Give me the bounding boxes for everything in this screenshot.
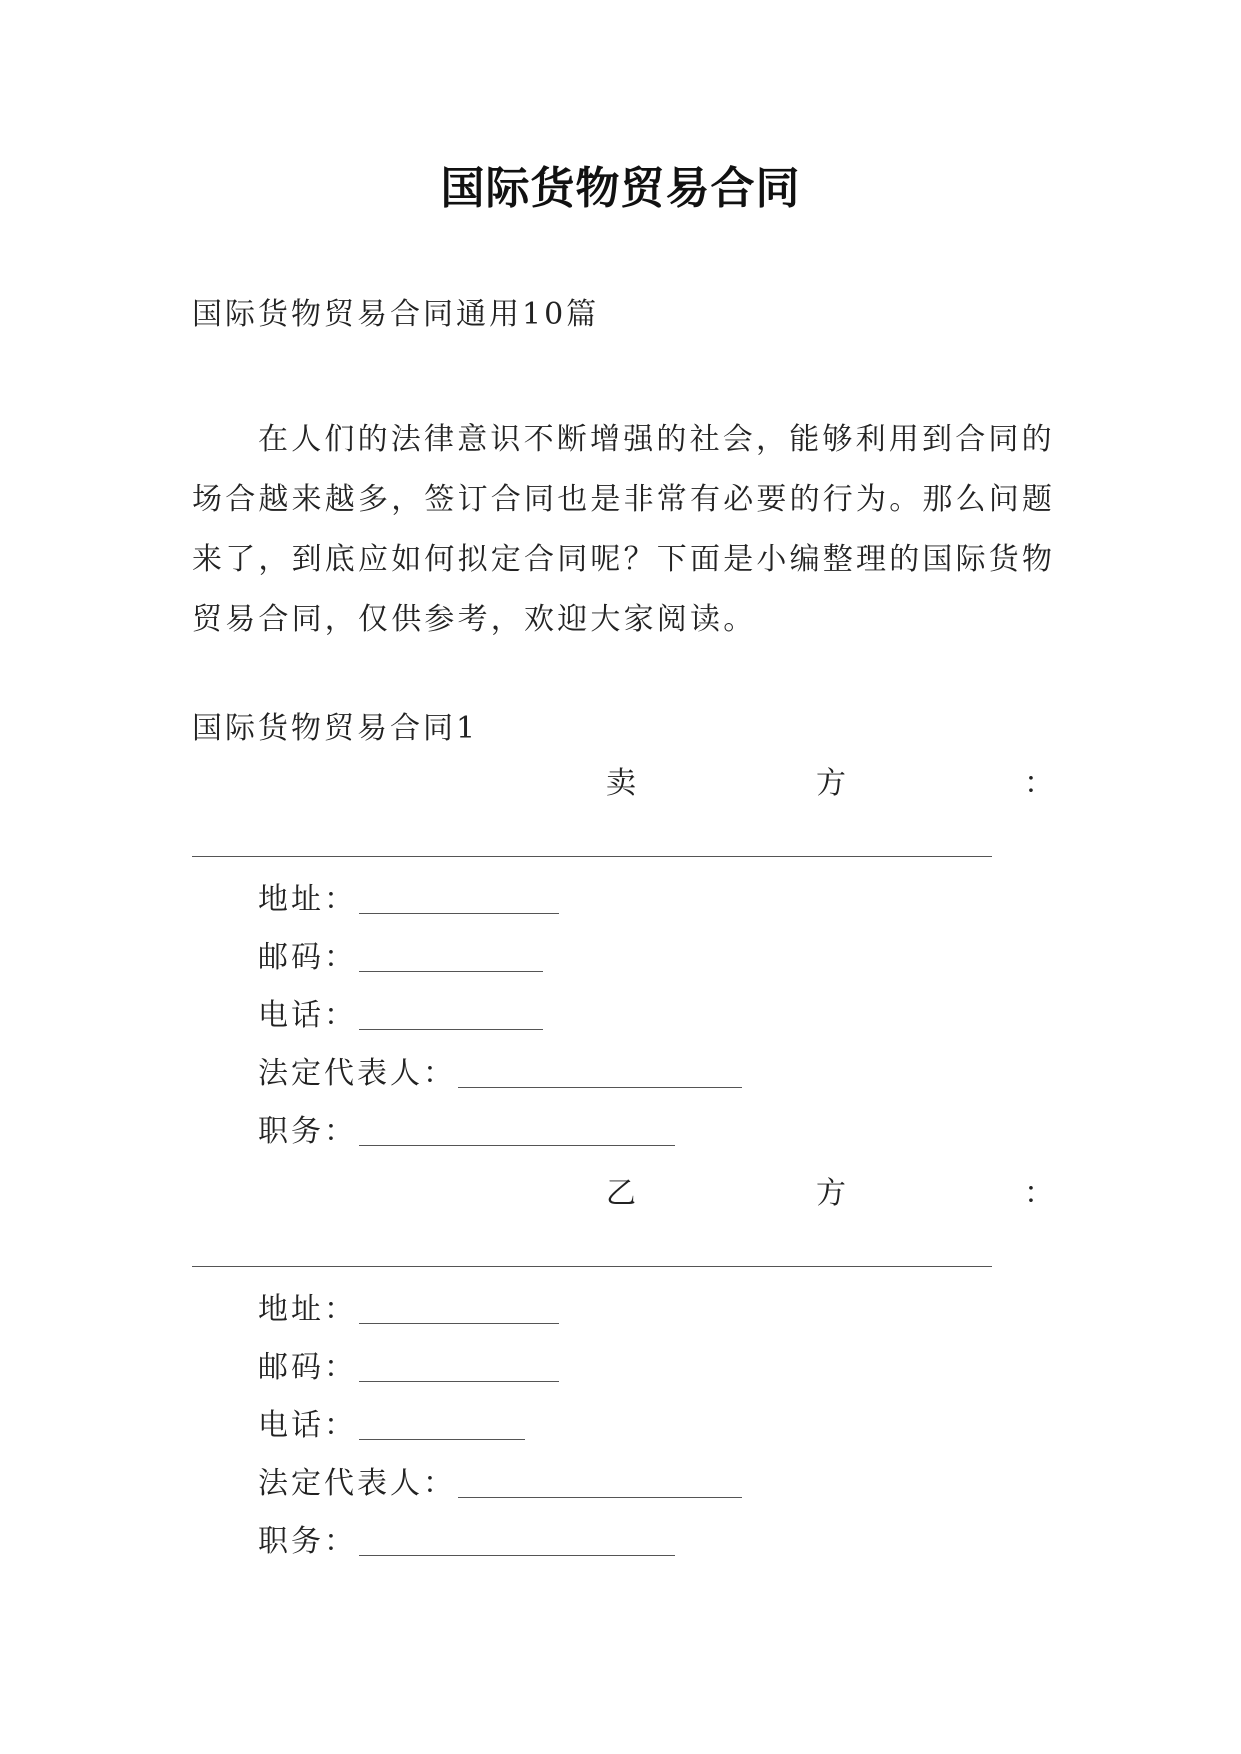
field-label: 邮码： — [258, 940, 357, 975]
buyer-label-char2: 方 — [816, 1176, 846, 1211]
buyer-address-field — [258, 1290, 559, 1330]
field-blank — [359, 1323, 559, 1324]
buyer-label-colon: ： — [1024, 1176, 1054, 1211]
field-blank — [359, 1439, 525, 1440]
buyer-name-blank — [192, 1266, 992, 1267]
field-label: 职务： — [258, 1114, 357, 1149]
buyer-postcode-field — [258, 1348, 559, 1388]
field-label: 地址： — [258, 882, 357, 917]
seller-postcode-field — [258, 938, 543, 978]
buyer-label-char1: 乙 — [606, 1176, 636, 1211]
seller-label-char1: 卖 — [606, 766, 636, 801]
document-title: 国际货物贸易合同 — [440, 163, 801, 214]
buyer-phone-field — [258, 1406, 525, 1446]
field-blank — [458, 1087, 742, 1088]
field-blank — [359, 913, 559, 914]
buyer-position-field — [258, 1522, 675, 1562]
field-blank — [359, 971, 543, 972]
field-label: 职务： — [258, 1524, 357, 1559]
field-label: 地址： — [258, 1292, 357, 1327]
field-blank — [359, 1381, 559, 1382]
field-blank — [359, 1555, 675, 1556]
seller-legal-rep-field — [258, 1054, 742, 1094]
seller-address-field — [258, 880, 559, 920]
document-subtitle: 国际货物贸易合同通用10篇 — [192, 297, 600, 332]
seller-label-char2: 方 — [816, 766, 846, 801]
field-label: 法定代表人： — [258, 1466, 456, 1501]
seller-label-colon: ： — [1024, 766, 1054, 801]
field-blank — [359, 1029, 543, 1030]
seller-name-blank — [192, 856, 992, 857]
field-label: 法定代表人： — [258, 1056, 456, 1091]
field-label: 电话： — [258, 1408, 357, 1443]
intro-paragraph: 在人们的法律意识不断增强的社会，能够利用到合同的场合越来越多，签订合同也是非常有必要的行为。那么问题来了，到底应如何拟定合同呢？下面是小编整理的国际货物贸易合同，仅供参考，欢迎大家阅读。 — [192, 422, 1056, 637]
field-label: 邮码： — [258, 1350, 357, 1385]
buyer-label-row — [192, 1174, 1062, 1214]
section-title: 国际货物贸易合同1 — [192, 711, 479, 746]
field-blank — [359, 1145, 675, 1146]
seller-position-field — [258, 1112, 675, 1152]
field-blank — [458, 1497, 742, 1498]
buyer-legal-rep-field — [258, 1464, 742, 1504]
field-label: 电话： — [258, 998, 357, 1033]
seller-label-row — [192, 764, 1062, 804]
seller-phone-field — [258, 996, 543, 1036]
